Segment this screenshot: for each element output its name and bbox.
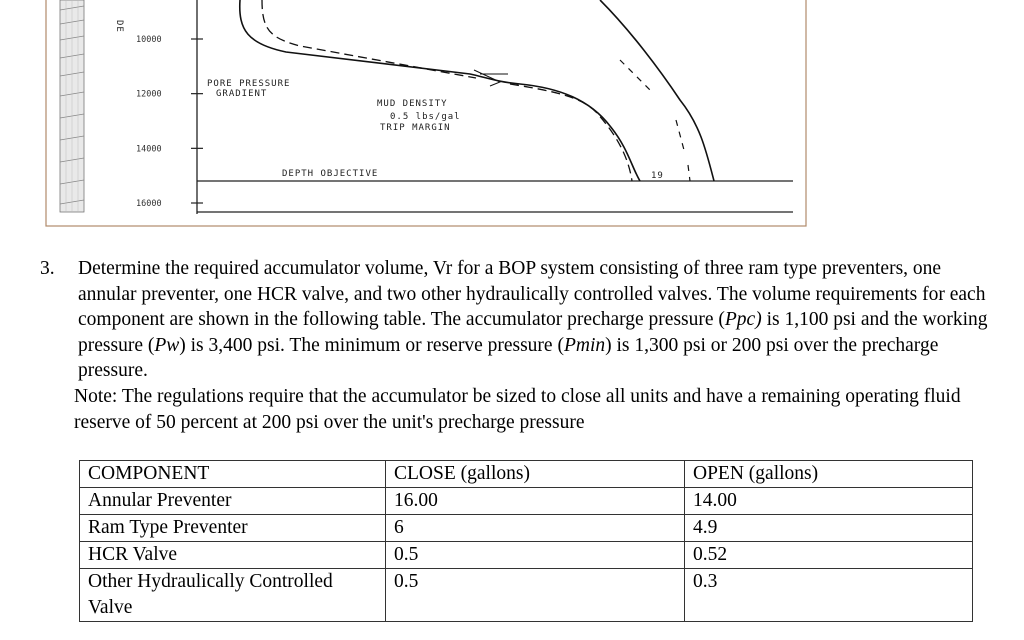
problem-number: 3. bbox=[40, 258, 55, 279]
axis-label-partial: DE bbox=[114, 20, 124, 33]
pw-label: Pw bbox=[154, 334, 180, 356]
table-row bbox=[80, 488, 973, 515]
header-open: OPEN (gallons) bbox=[685, 461, 973, 488]
ppc-label: Ppc) bbox=[724, 309, 762, 330]
depth-tick-label: 10000 bbox=[136, 35, 162, 45]
cell-open: 0.3 bbox=[685, 569, 973, 622]
chart-svg bbox=[0, 0, 1024, 232]
cell-close: 6 bbox=[386, 515, 685, 542]
series-line-mud-density bbox=[262, 0, 632, 181]
cell-open: 0.52 bbox=[685, 542, 973, 569]
header-close: CLOSE (gallons) bbox=[386, 461, 685, 488]
lithology-column bbox=[60, 0, 84, 212]
cell-component: Ram Type Preventer bbox=[80, 515, 386, 542]
table-header-row bbox=[80, 461, 973, 488]
table-row bbox=[80, 542, 973, 569]
cell-close: 16.00 bbox=[386, 488, 685, 515]
annotation-curve-number: 19 bbox=[651, 171, 664, 181]
cell-component: HCR Valve bbox=[80, 542, 386, 569]
problem-text-b: is 1,100 psi and the working pressure ( bbox=[78, 309, 988, 356]
regulation-note: Note: The regulations require that the accumulator be sized to close all units and have a remaining operating fluid reserve of 50 percent at 200 psi over the unit's precharge pressure bbox=[74, 386, 961, 433]
cell-close: 0.5 bbox=[386, 569, 685, 622]
annotation-arrow bbox=[474, 70, 508, 86]
annotation-pore-pressure-2: GRADIENT bbox=[216, 89, 268, 99]
problem-text-c: ) is 3,400 psi. The minimum or reserve pressure ( bbox=[179, 334, 564, 356]
cell-close: 0.5 bbox=[386, 542, 685, 569]
component-volume-table bbox=[79, 460, 973, 622]
depth-pressure-chart bbox=[0, 0, 1024, 232]
table-row bbox=[80, 515, 973, 542]
problem-text-a: Determine the required accumulator volume, Vr for a BOP system consisting of three ram type preventers, one annular preventer, one HCR valve, and two other hydraulically controlled valves. The volume requirements for each component are shown in the following table. The accumulator precharge pressure ( bbox=[78, 258, 986, 330]
series-line-pore-pressure bbox=[240, 0, 640, 181]
cell-component: Annular Preventer bbox=[80, 488, 386, 515]
cell-open: 4.9 bbox=[685, 515, 973, 542]
cell-component: Other Hydraulically Controlled Valve bbox=[80, 569, 386, 622]
annotation-depth-objective: DEPTH OBJECTIVE bbox=[282, 169, 379, 179]
problem-statement bbox=[40, 256, 1000, 384]
annotation-pore-pressure-1: PORE PRESSURE bbox=[207, 79, 291, 89]
depth-tick-label: 12000 bbox=[136, 89, 162, 100]
depth-tick-label: 14000 bbox=[136, 144, 162, 155]
problem-text-d: ) is 1,300 psi or 200 psi over the precharge pressure. bbox=[78, 334, 939, 381]
cell-open: 14.00 bbox=[685, 488, 973, 515]
annotation-mud-density-1: MUD DENSITY bbox=[377, 99, 448, 109]
pmin-label: Pmin bbox=[563, 334, 606, 356]
annotation-mud-density-2: 0.5 lbs/gal bbox=[390, 112, 461, 122]
series-line-fracture bbox=[600, 0, 714, 181]
depth-ticks bbox=[136, 35, 203, 209]
header-component: COMPONENT bbox=[80, 461, 386, 488]
problem-paragraph bbox=[78, 256, 1000, 384]
depth-tick-label: 16000 bbox=[136, 199, 162, 209]
annotation-mud-density-3: TRIP MARGIN bbox=[380, 123, 451, 133]
table-row bbox=[80, 569, 973, 622]
